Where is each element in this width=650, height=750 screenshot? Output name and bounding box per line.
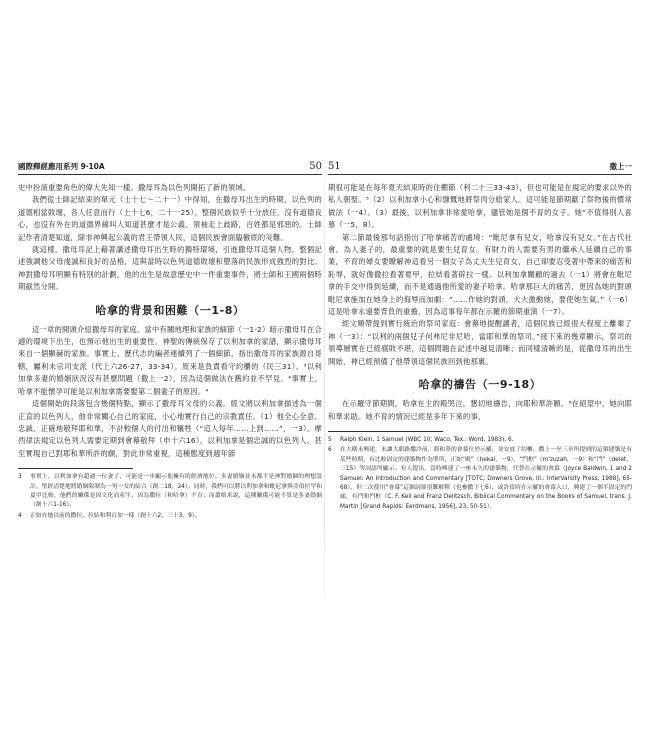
page-number: 50	[309, 161, 322, 172]
series-title: 國際釋經應用系列 9‧10A	[18, 162, 105, 171]
section-heading: 哈拿的背景和困難（一1-8）	[95, 303, 245, 317]
footnote	[18, 473, 322, 511]
footnote-rule	[328, 431, 443, 432]
book-spine-shadow	[324, 150, 325, 620]
paragraph: 第二節最後那句話指出了哈拿痛苦的處境：“毗尼拿有兒女，哈拿沒有兒女。”在古代社會，為人妻子的，最重要的就是要生兒育女。有財力的人需要有男的繼承人延續自己的事業，不育的婦女要瞭解神這看另一個女子為丈夫生兒育女，自己卻要忍受著中帶來的痛苦和恥辱，就好像撒拉看著夏甲，拉結看著辟拉一樣。以利加拿關顧的過去（一1）將會在毗尼拿的手交中得到延續，而不是通過他所愛的妻子哈拿。哈拿那巨大的痛苦，更因為她的對頭毗尼拿施加在她身上的侮辱而加劇：“……作她的對頭，大大激動她，要使她生氣。”（一6）這是哈拿永遠要背負的重擔，因為這事每年都在示羅的節期重演（一7）。	[328, 232, 632, 317]
paragraph: 期很可能是在每年夏天結束時的住棚節（利二十三33-43），但也可能是在規定的要求以外的私人朝聖。⁵（2）以利加拿小心和慷慨地將祭肉分給家人。這可能是節期獻了祭物後的慣常做法（一4）。（3）最後，以利加拿非常愛哈拿，儘管她是個不育的女子。她“不值得別人喜慕（一5，8）。	[328, 183, 632, 230]
footnote-text: 正如在她以前的撒拉、拉結和利百加一樣（創十六2，三十3，9）。	[30, 512, 201, 519]
footnote	[328, 446, 632, 512]
left-page-header	[18, 158, 322, 175]
running-title: 撒上一	[609, 162, 632, 171]
footnote-number: 4	[18, 512, 22, 519]
right-page	[328, 158, 632, 513]
footnote-rule	[18, 468, 133, 469]
footnote	[18, 512, 322, 521]
paragraph: 我們從士師記結束的單元（士十七～二十一）中得知，在撒母耳出生的時期，以色列的道德相當敗壞，各人任意而行（士十七6，二十一25）。整個民族似乎十分放任，沒有道德良心，也沒有外在的道德界線叫人知道甚麼才是公義。領袖走上歧路，百姓都是邪惡的。士師記作者清楚知道，除非神興起公義的君王帶領人民，這個民族會面臨徹底的災難。	[18, 195, 322, 242]
footnote-text: 事實上，以利加拿有超過一位妻子，可能是一步顯示他擁有的經濟地位。多妻婚姻並未都不是神對婚姻的理想設計，聖經清楚地將婚姻限制為一男一女的結合（創二18，24）。同時，我們可以將以利加拿和毗尼拿與亞伯拉罕和夏甲比較，他們的關係是因文化而產生，因為撒拉（和哈拿）不育；而蕭格米說，這種關係可能不算是多妻婚姻（創十六1-16）。	[30, 474, 322, 509]
paragraph: 這一章的開頭介紹撒母耳的家庭。當中有關地理和家族的細節（一1-2）暗示撒母耳在合適的環境下出生，也預示他出生的重要性。神聖的傳統保存了以利加拿的家譜，顯示撒母耳來自一個顯赫的家族。事實上，歷代志的編者連續列了一個細節，指出撒母耳的家族源自哥轄，屬利未宗司支派（代上六26-27，33-34）。原來是負責看守約櫃的（民三31）。³以利加拿多妻的婚姻狀況沒有甚麼問題（撒上一2），因為這個做法在舊約並不罕見。⁴事實上，哈拿不能懷孕可能是以利加拿需要娶第二個妻子的原因。⁴	[18, 324, 322, 396]
footnote	[328, 436, 632, 445]
right-page-header	[328, 158, 632, 175]
footnote-text: 在大衛未興建，未讓大耶路撒冷前，耶和華的會幕位於示羅，並安放了約櫃。撒上一至三章所提到的這個建築是有某些時期，有比較固定的建築物作為聖所，正如“殿”（hekal，一9），“門框”（m'zuzah，一9）和“門”（delet，三15）等詞語所顯示。有人提出，當時興建了一座永久的建築物，代替在示羅的會幕（Joyce Baldwin, 1 and 2 Samuel: An Introduction and Commentary [TOTC; Downers Grove, Ill.: InterVarsity Press, 1988], 65-68），但二次使用“會幕”這個詞卻很難解釋（也參撒下七6）。或許當時在示羅的會幕入口，興建了一個半固定的門廊，有門和門框（C. F. Keil and Franz Delitzsch, Biblical Commentary on the Books of Samuel, trans. J. Martin [Grand Rapids: Eerdmans, 1956], 23, 50-51）。	[340, 447, 632, 510]
footnote-text: Ralph Klein, 1 Samuel (WBC 10; Waco, Tex.: Word, 1983), 6.	[340, 436, 514, 443]
left-page	[18, 158, 322, 522]
paragraph: 經文順帶提到實行統治的祭司家庭：會幕地提醒讀者，這個民族已經很大程度上離棄了神（一3）：“以利的兩個兒子何弗尼非尼哈，當耶和華的祭司。”接下來的幾章顯示，祭司的領導層實在已經腐敗不堪，這個問題在記述中越見清晰；而同樣清晰的是，從撒母耳的出生開始，神已經預備了他帶領這個民族回到他那裏。	[328, 319, 632, 366]
paragraph: 就這樣，撒母耳記上藉著講述撒母耳出生時的獨特環境，引進撒母耳這個人物。整個記述強調他父母虔誠和良好的品格，這與當時以色列道德敗壞和墮落的民族形成強烈的對比。神對撒母耳明顯有特別的計劃，他的出生是故意歷史中一件重要事件，將士師和王國兩個時期截然分開。	[18, 245, 322, 292]
footnote-number: 3	[18, 474, 22, 481]
left-page-body	[18, 182, 322, 521]
paragraph: 史中扮演重要角色的偉大先知一樣。撒母耳為以色列開拓了新的領域。	[18, 183, 251, 192]
paragraph: 這個開始的段落包含幾個特點，顯示了撒母耳父母的公義。經文將以利加拿描述為一個正直的以色列人，他非常關心自己的家庭，小心地實行自己的宗教責任。（1）他全心全意、忠誠、正確地敬拜耶和華，不計較個人的付出和犧牲（“這人每年……上到……”，一3）。摩西律法規定以色列人需要定期到會幕敬拜（申十六16），以利加拿是個忠誠的以色列人，甚至實現自己對耶和華所許的願，對此非常重視，這種態度到週年節	[18, 399, 322, 458]
right-page-body	[328, 182, 632, 512]
footnote-number: 5	[328, 436, 332, 443]
section-heading: 哈拿的禱告（一9-18）	[418, 378, 542, 392]
footnote-number: 6	[328, 447, 332, 454]
paragraph: 在示羅守節期間，哈拿在主的殿哭泣，懇切地禱告，向耶和華許願。⁶在絕望中，她向耶和華求助。她不育的情況已經是多年下來的事，	[328, 399, 632, 421]
page-number: 51	[328, 161, 341, 172]
